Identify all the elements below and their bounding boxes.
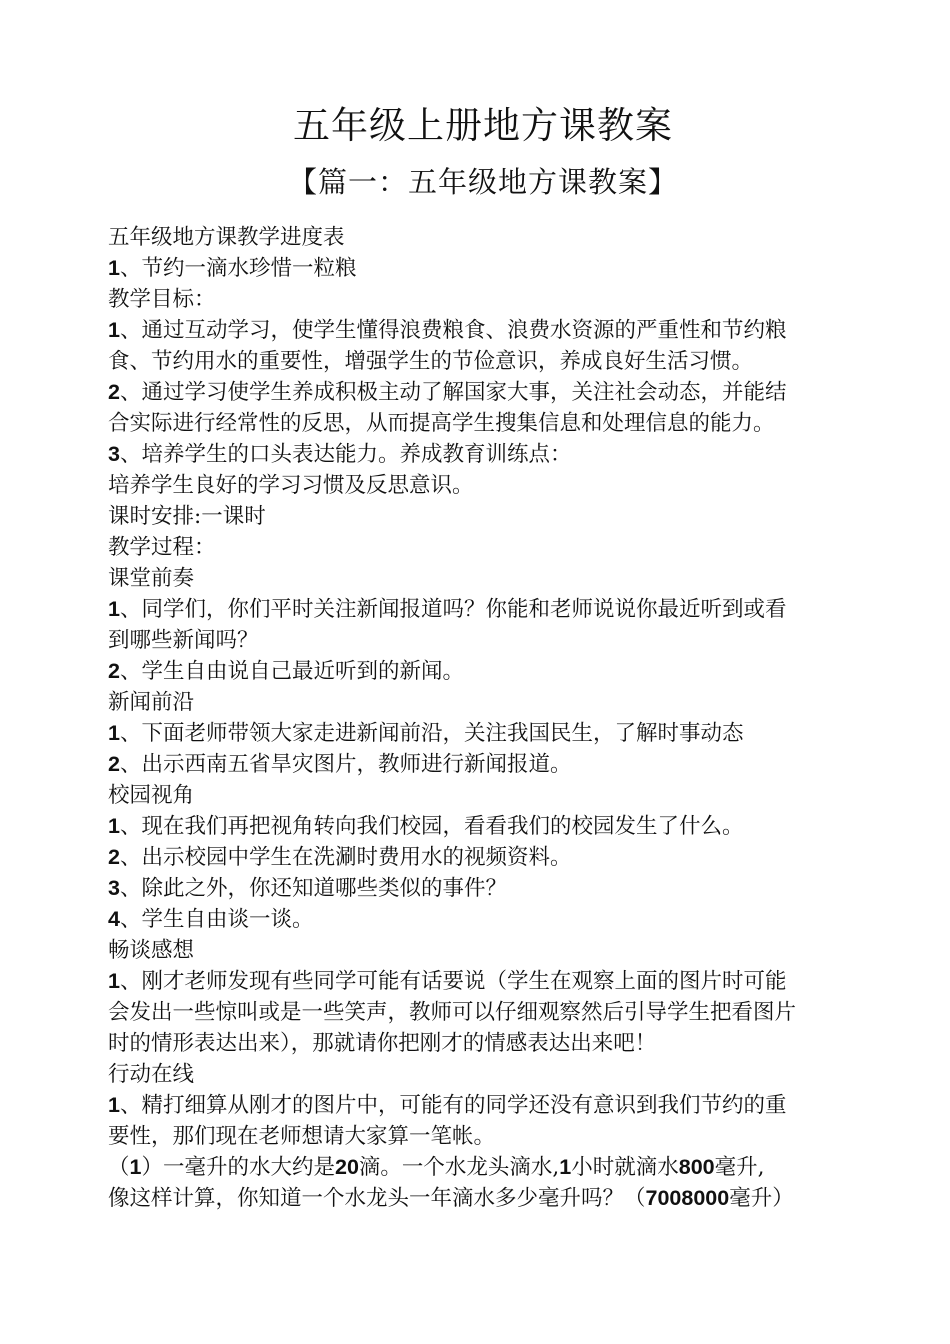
document-subtitle: 【篇一：五年级地方课教案】: [287, 165, 678, 199]
text-line: 五年级地方课教学进度表: [108, 225, 345, 250]
text-line: 到哪些新闻吗？: [108, 628, 259, 653]
text-line: 教学目标：: [108, 287, 216, 312]
text-line: 4、学生自由谈一谈。: [108, 907, 314, 932]
document-body: [108, 222, 858, 1214]
text-line: 时的情形表达出来），那就请你把刚才的情感表达出来吧！: [108, 1031, 657, 1056]
text-line: 食、节约用水的重要性，增强学生的节俭意识，养成良好生活习惯。: [108, 349, 754, 374]
text-line: 新闻前沿: [108, 690, 195, 715]
text-line: 2、通过学习使学生养成积极主动了解国家大事，关注社会动态，并能结: [108, 380, 787, 405]
text-line: 2、出示西南五省旱灾图片，教师进行新闻报道。: [108, 752, 572, 777]
text-line: 校园视角: [108, 783, 195, 808]
text-line: 2、学生自由说自己最近听到的新闻。: [108, 659, 464, 684]
text-line: （1）一毫升的水大约是20滴。一个水龙头滴水,1小时就滴水800毫升,: [108, 1155, 765, 1180]
text-line: 合实际进行经常性的反思，从而提高学生搜集信息和处理信息的能力。: [108, 411, 775, 436]
text-line: 会发出一些惊叫或是一些笑声，教师可以仔细观察然后引导学生把看图片: [108, 1000, 797, 1025]
text-line: 2、出示校园中学生在洗涮时费用水的视频资料。: [108, 845, 572, 870]
text-line: 行动在线: [108, 1062, 195, 1087]
text-line: 畅谈感想: [108, 938, 195, 963]
text-line: 课堂前奏: [108, 566, 195, 591]
text-line: 3、培养学生的口头表达能力。养成教育训练点：: [108, 442, 572, 467]
text-line: 要性，那们现在老师想请大家算一笔帐。: [108, 1124, 496, 1149]
text-line: 教学过程：: [108, 535, 216, 560]
text-line: 1、现在我们再把视角转向我们校园，看看我们的校园发生了什么。: [108, 814, 744, 839]
text-line: 1、节约一滴水珍惜一粒粮: [108, 256, 357, 281]
text-line: 3、除此之外，你还知道哪些类似的事件？: [108, 876, 507, 901]
text-line: 课时安排:一课时: [108, 504, 266, 529]
text-line: 1、刚才老师发现有些同学可能有话要说（学生在观察上面的图片时可能: [108, 969, 787, 994]
text-line: 1、同学们，你们平时关注新闻报道吗？你能和老师说说你最近听到或看: [108, 597, 787, 622]
text-line: 1、下面老师带领大家走进新闻前沿，关注我国民生，了解时事动态: [108, 721, 744, 746]
text-line: 1、通过互动学习，使学生懂得浪费粮食、浪费水资源的严重性和节约粮: [108, 318, 787, 343]
document-title: 五年级上册地方课教案: [293, 104, 673, 147]
text-line: 像这样计算，你知道一个水龙头一年滴水多少毫升吗？（7008000毫升）: [108, 1186, 794, 1211]
text-line: 培养学生良好的学习习惯及反思意识。: [108, 473, 474, 498]
text-line: 1、精打细算从刚才的图片中，可能有的同学还没有意识到我们节约的重: [108, 1093, 787, 1118]
